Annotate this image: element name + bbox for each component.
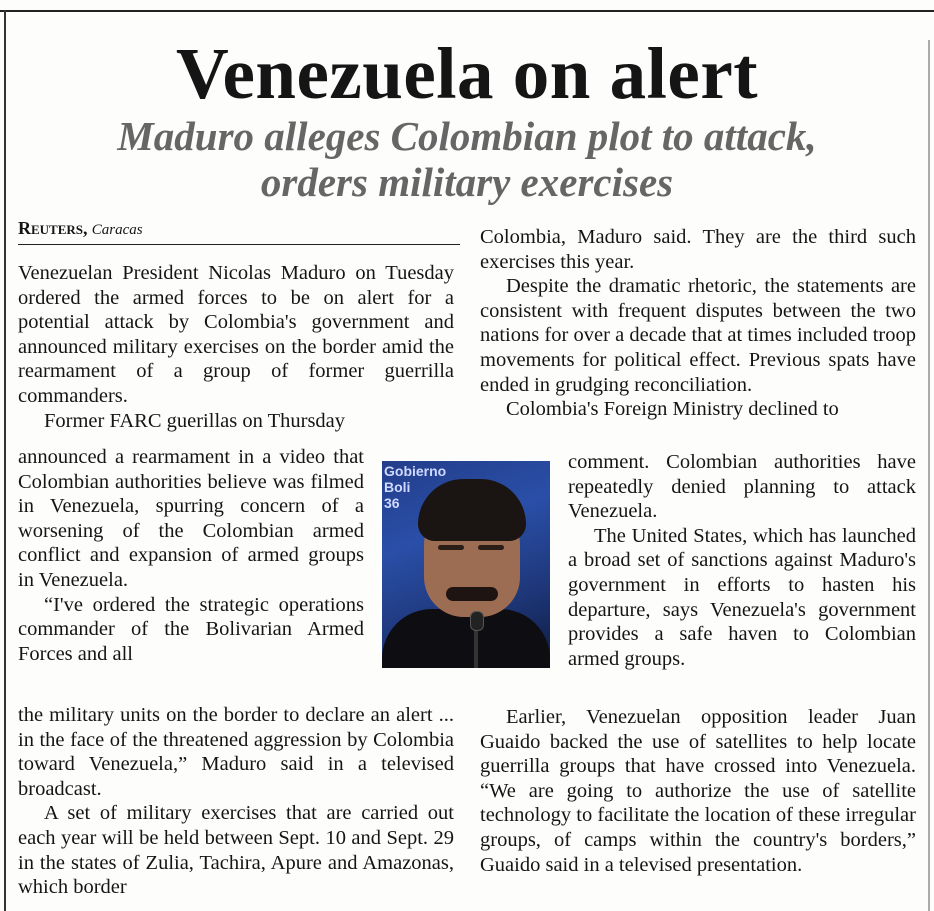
- paragraph: the military units on the border to declare an alert ... in the face of the threatened aggression by Colombia toward Venezuela,” Maduro said in a televised broadcast.: [18, 704, 454, 800]
- photo-moustache: [446, 587, 498, 601]
- col1-top-text: [18, 261, 454, 433]
- paragraph: Earlier, Venezuelan opposition leader Juan Guaido backed the use of satellites to help locate guerrilla groups that have crossed into Venezuela. “We are going to authorize the use of satellite technology to facilitate the location of these irregular groups, of camps within the country's borders,” Guaido said in a televised presentation.: [480, 706, 916, 876]
- paragraph: Venezuelan President Nicolas Maduro on Tuesday ordered the armed forces to be on alert for a potential attack by Colombia's government and announced military exercises on the border amid the rearmament of a group of former guerrilla commanders.: [18, 262, 454, 407]
- subhead-line-1: Maduro alleges Colombian plot to attack,: [117, 113, 817, 159]
- photo-hair: [418, 479, 526, 541]
- subhead: [0, 113, 934, 205]
- subhead-line-2: orders military exercises: [260, 159, 674, 205]
- photo-sign-text: Gobierno Boli 36: [384, 463, 447, 511]
- col2-bottom-text: [480, 705, 916, 877]
- paragraph: Former FARC guerillas on Thursday: [44, 409, 346, 432]
- col1-bottom-text: [18, 703, 454, 900]
- paragraph: The United States, which has launched a broad set of sanctions against Maduro's government in efforts to hasten his departure, says Venezuela's government provides a safe haven to Colombian armed groups.: [568, 524, 916, 670]
- byline: [18, 218, 458, 239]
- col2-top-text: [480, 225, 916, 422]
- paragraph: Despite the dramatic rhetoric, the statements are consistent with frequent disputes between the two nations for over a decade that at times included troop movements for political effect. Previous spats have ended in grudging reconciliation.: [480, 275, 916, 396]
- paragraph: A set of military exercises that are carried out each year will be held between Sept. 10 and Sept. 29 in the states of Zulia, Tachira, Apure and Amazonas, which border: [18, 802, 454, 899]
- photo-brow: [438, 545, 464, 550]
- paragraph: comment. Colombian authorities have repeatedly denied planning to attack Venezuela.: [568, 451, 916, 523]
- top-rule: [0, 10, 934, 12]
- paragraph: announced a rearmament in a video that Colombian authorities believe was filmed in Venezuela, spurring concern of a worsening of the Colombian armed conflict and expansion of armed groups in Venezuela.: [18, 446, 364, 591]
- maduro-photo: [382, 461, 550, 668]
- photo-brow: [478, 545, 504, 550]
- byline-agency: Reuters,: [18, 218, 88, 238]
- byline-rule: [18, 244, 460, 245]
- photo-body: [382, 609, 550, 668]
- paragraph: Colombia's Foreign Ministry declined to: [506, 398, 839, 421]
- paragraph: Colombia, Maduro said. They are the third such exercises this year.: [480, 226, 916, 273]
- col2-wrapped-text: [568, 450, 916, 671]
- byline-place: Caracas: [91, 222, 143, 238]
- col1-wrapped-text: [18, 445, 364, 666]
- microphone-icon: [470, 611, 484, 631]
- headline: Venezuela on alert: [175, 33, 759, 114]
- microphone-stem: [474, 627, 478, 668]
- paragraph: “I've ordered the strategic operations commander of the Bolivarian Armed Forces and all: [18, 593, 364, 665]
